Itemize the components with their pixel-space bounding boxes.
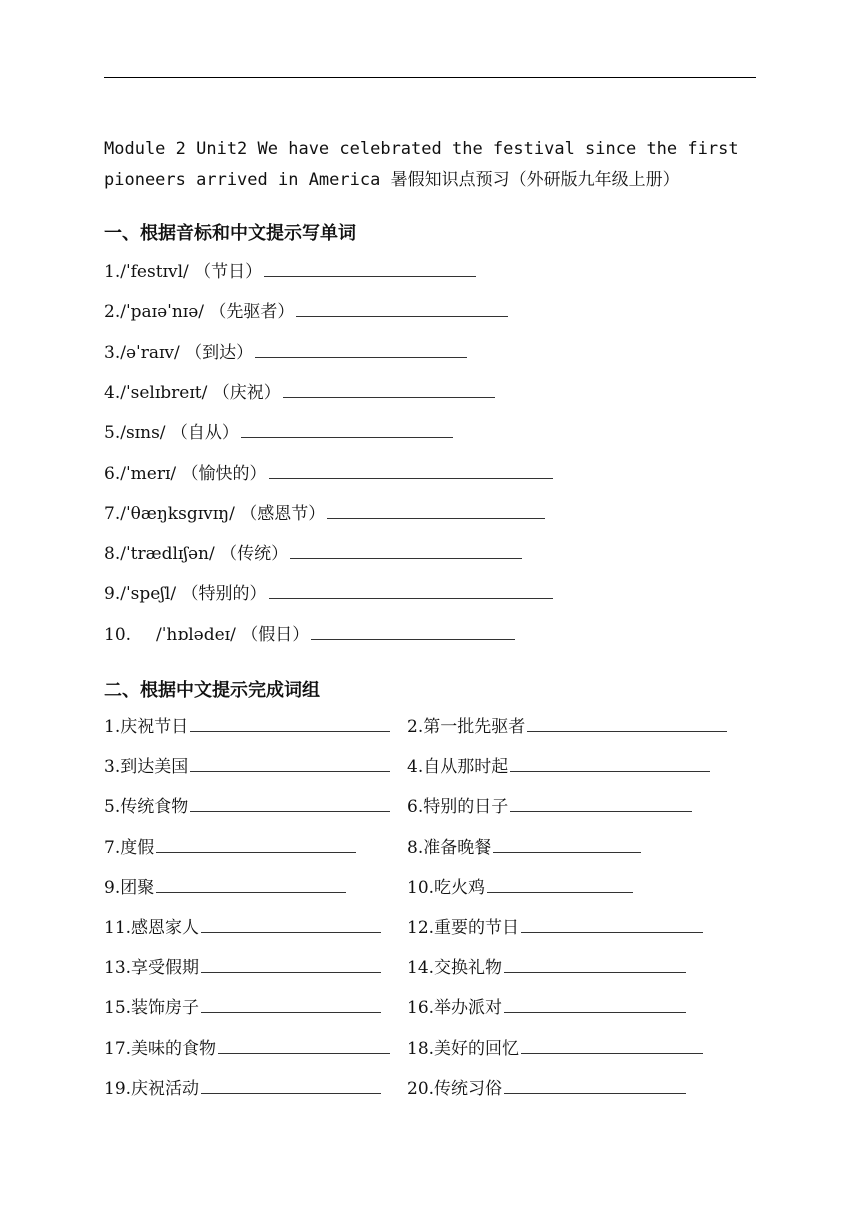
item-number: 2. [104, 302, 121, 323]
phrase-label: 13.享受假期 [104, 958, 200, 979]
title-line-2: pioneers arrived in America 暑假知识点预习（外研版九年级上册） [104, 170, 680, 190]
phrase-label: 15.装饰房子 [104, 998, 200, 1019]
phrase-item-right [407, 955, 686, 980]
answer-blank[interactable] [487, 875, 633, 893]
answer-blank[interactable] [311, 622, 515, 640]
phrase-label: 10.吃火鸡 [407, 877, 486, 898]
phrase-item-right [407, 754, 710, 779]
answer-blank[interactable] [510, 794, 692, 812]
phrase-label: 4.自从那时起 [407, 757, 509, 778]
document-title [104, 134, 764, 196]
vocab-item [104, 501, 545, 525]
vocab-item [104, 380, 495, 404]
phonetic-hint: /ˈspeʃl/ （特别的） [120, 584, 267, 605]
answer-blank[interactable] [201, 995, 381, 1013]
phonetic-hint: /əˈraɪv/ （到达） [120, 342, 254, 363]
phrase-item-left [104, 1036, 390, 1061]
phonetic-hint: /ˈselɪbreɪt/ （庆祝） [120, 382, 281, 403]
section-2-heading: 二、根据中文提示完成词组 [104, 680, 320, 701]
phrase-label: 20.传统习俗 [407, 1078, 503, 1099]
phrase-item-right [407, 714, 727, 739]
answer-blank[interactable] [255, 340, 467, 358]
phonetic-hint: /ˈθæŋksgɪvɪŋ/ （感恩节） [120, 503, 326, 524]
answer-blank[interactable] [156, 875, 346, 893]
phrase-label: 1.庆祝节日 [104, 717, 189, 737]
phrase-label: 6.特别的日子 [407, 797, 509, 818]
phonetic-hint: /ˈmerɪ/ （愉快的） [120, 463, 267, 484]
answer-blank[interactable] [269, 461, 553, 479]
phrase-label: 16.举办派对 [407, 998, 503, 1019]
phrase-item-left [104, 794, 390, 819]
item-number: 3. [104, 342, 121, 363]
answer-blank[interactable] [504, 955, 686, 973]
phrase-label: 18.美好的回忆 [407, 1038, 520, 1059]
vocab-item [104, 299, 508, 323]
phrase-label: 3.到达美国 [104, 757, 189, 778]
answer-blank[interactable] [327, 501, 545, 519]
phrase-item-right [407, 875, 633, 900]
phonetic-hint: /sɪns/ （自从） [120, 423, 239, 444]
answer-blank[interactable] [493, 835, 641, 853]
phrase-label: 7.度假 [104, 837, 155, 858]
phrase-item-left [104, 995, 381, 1020]
title-line-1: Module 2 Unit2 We have celebrated the festival since the first [104, 139, 739, 159]
phonetic-hint: /ˈfestɪvl/ （节日） [120, 262, 263, 282]
vocab-item [104, 541, 522, 565]
vocab-item [104, 340, 467, 364]
answer-blank[interactable] [521, 1036, 703, 1054]
phrase-label: 12.重要的节日 [407, 918, 520, 938]
answer-blank[interactable] [201, 1076, 381, 1094]
item-number: 10. [104, 624, 132, 645]
phrase-label: 17.美味的食物 [104, 1038, 217, 1059]
answer-blank[interactable] [269, 581, 553, 599]
answer-blank[interactable] [504, 995, 686, 1013]
phrase-item-left [104, 915, 381, 940]
answer-blank[interactable] [504, 1076, 686, 1094]
phrase-label: 11.感恩家人 [104, 918, 200, 938]
answer-blank[interactable] [521, 915, 703, 933]
item-number: 4. [104, 382, 121, 403]
answer-blank[interactable] [201, 915, 381, 933]
answer-blank[interactable] [264, 259, 476, 277]
phrase-item-right [407, 1036, 703, 1061]
phonetic-hint: /ˈtrædlɪʃən/ （传统） [120, 544, 289, 565]
phrase-item-right [407, 1076, 686, 1101]
answer-blank[interactable] [218, 1036, 390, 1054]
vocab-item [104, 420, 453, 444]
answer-blank[interactable] [283, 380, 495, 398]
header-rule [104, 77, 756, 78]
phrase-item-right [407, 995, 686, 1020]
item-number: 6. [104, 463, 121, 484]
item-number: 8. [104, 544, 121, 565]
answer-blank[interactable] [190, 794, 390, 812]
phrase-item-left [104, 1076, 381, 1101]
vocab-item [104, 622, 515, 646]
answer-blank[interactable] [296, 299, 508, 317]
phrase-item-left [104, 754, 390, 779]
phrase-label: 5.传统食物 [104, 797, 189, 818]
vocab-item [104, 259, 476, 283]
phonetic-hint: /ˈhɒlədeɪ/ （假日） [156, 624, 310, 645]
item-number: 5. [104, 423, 121, 444]
section-1-heading: 一、根据音标和中文提示写单词 [104, 223, 356, 244]
phrase-label: 8.准备晚餐 [407, 837, 492, 858]
answer-blank[interactable] [190, 754, 390, 772]
phrase-item-left [104, 955, 381, 980]
phrase-label: 14.交换礼物 [407, 958, 503, 979]
phonetic-hint: /ˈpaɪəˈnɪə/ （先驱者） [120, 302, 295, 323]
answer-blank[interactable] [241, 420, 453, 438]
phrase-label: 19.庆祝活动 [104, 1078, 200, 1099]
phrase-item-right [407, 915, 703, 940]
phrase-label: 2.第一批先驱者 [407, 717, 526, 737]
phrase-item-left [104, 714, 390, 739]
answer-blank[interactable] [527, 714, 727, 732]
vocab-item [104, 461, 553, 485]
phrase-item-right [407, 794, 692, 819]
answer-blank[interactable] [201, 955, 381, 973]
phrase-item-right [407, 835, 641, 860]
phrase-item-left [104, 875, 346, 900]
phrase-label: 9.团聚 [104, 877, 155, 898]
item-number: 1. [104, 262, 121, 282]
answer-blank[interactable] [290, 541, 522, 559]
item-number: 7. [104, 503, 121, 524]
item-number: 9. [104, 584, 121, 605]
answer-blank[interactable] [156, 835, 356, 853]
phrase-item-left [104, 835, 356, 860]
answer-blank[interactable] [510, 754, 710, 772]
answer-blank[interactable] [190, 714, 390, 732]
vocab-item [104, 581, 553, 605]
